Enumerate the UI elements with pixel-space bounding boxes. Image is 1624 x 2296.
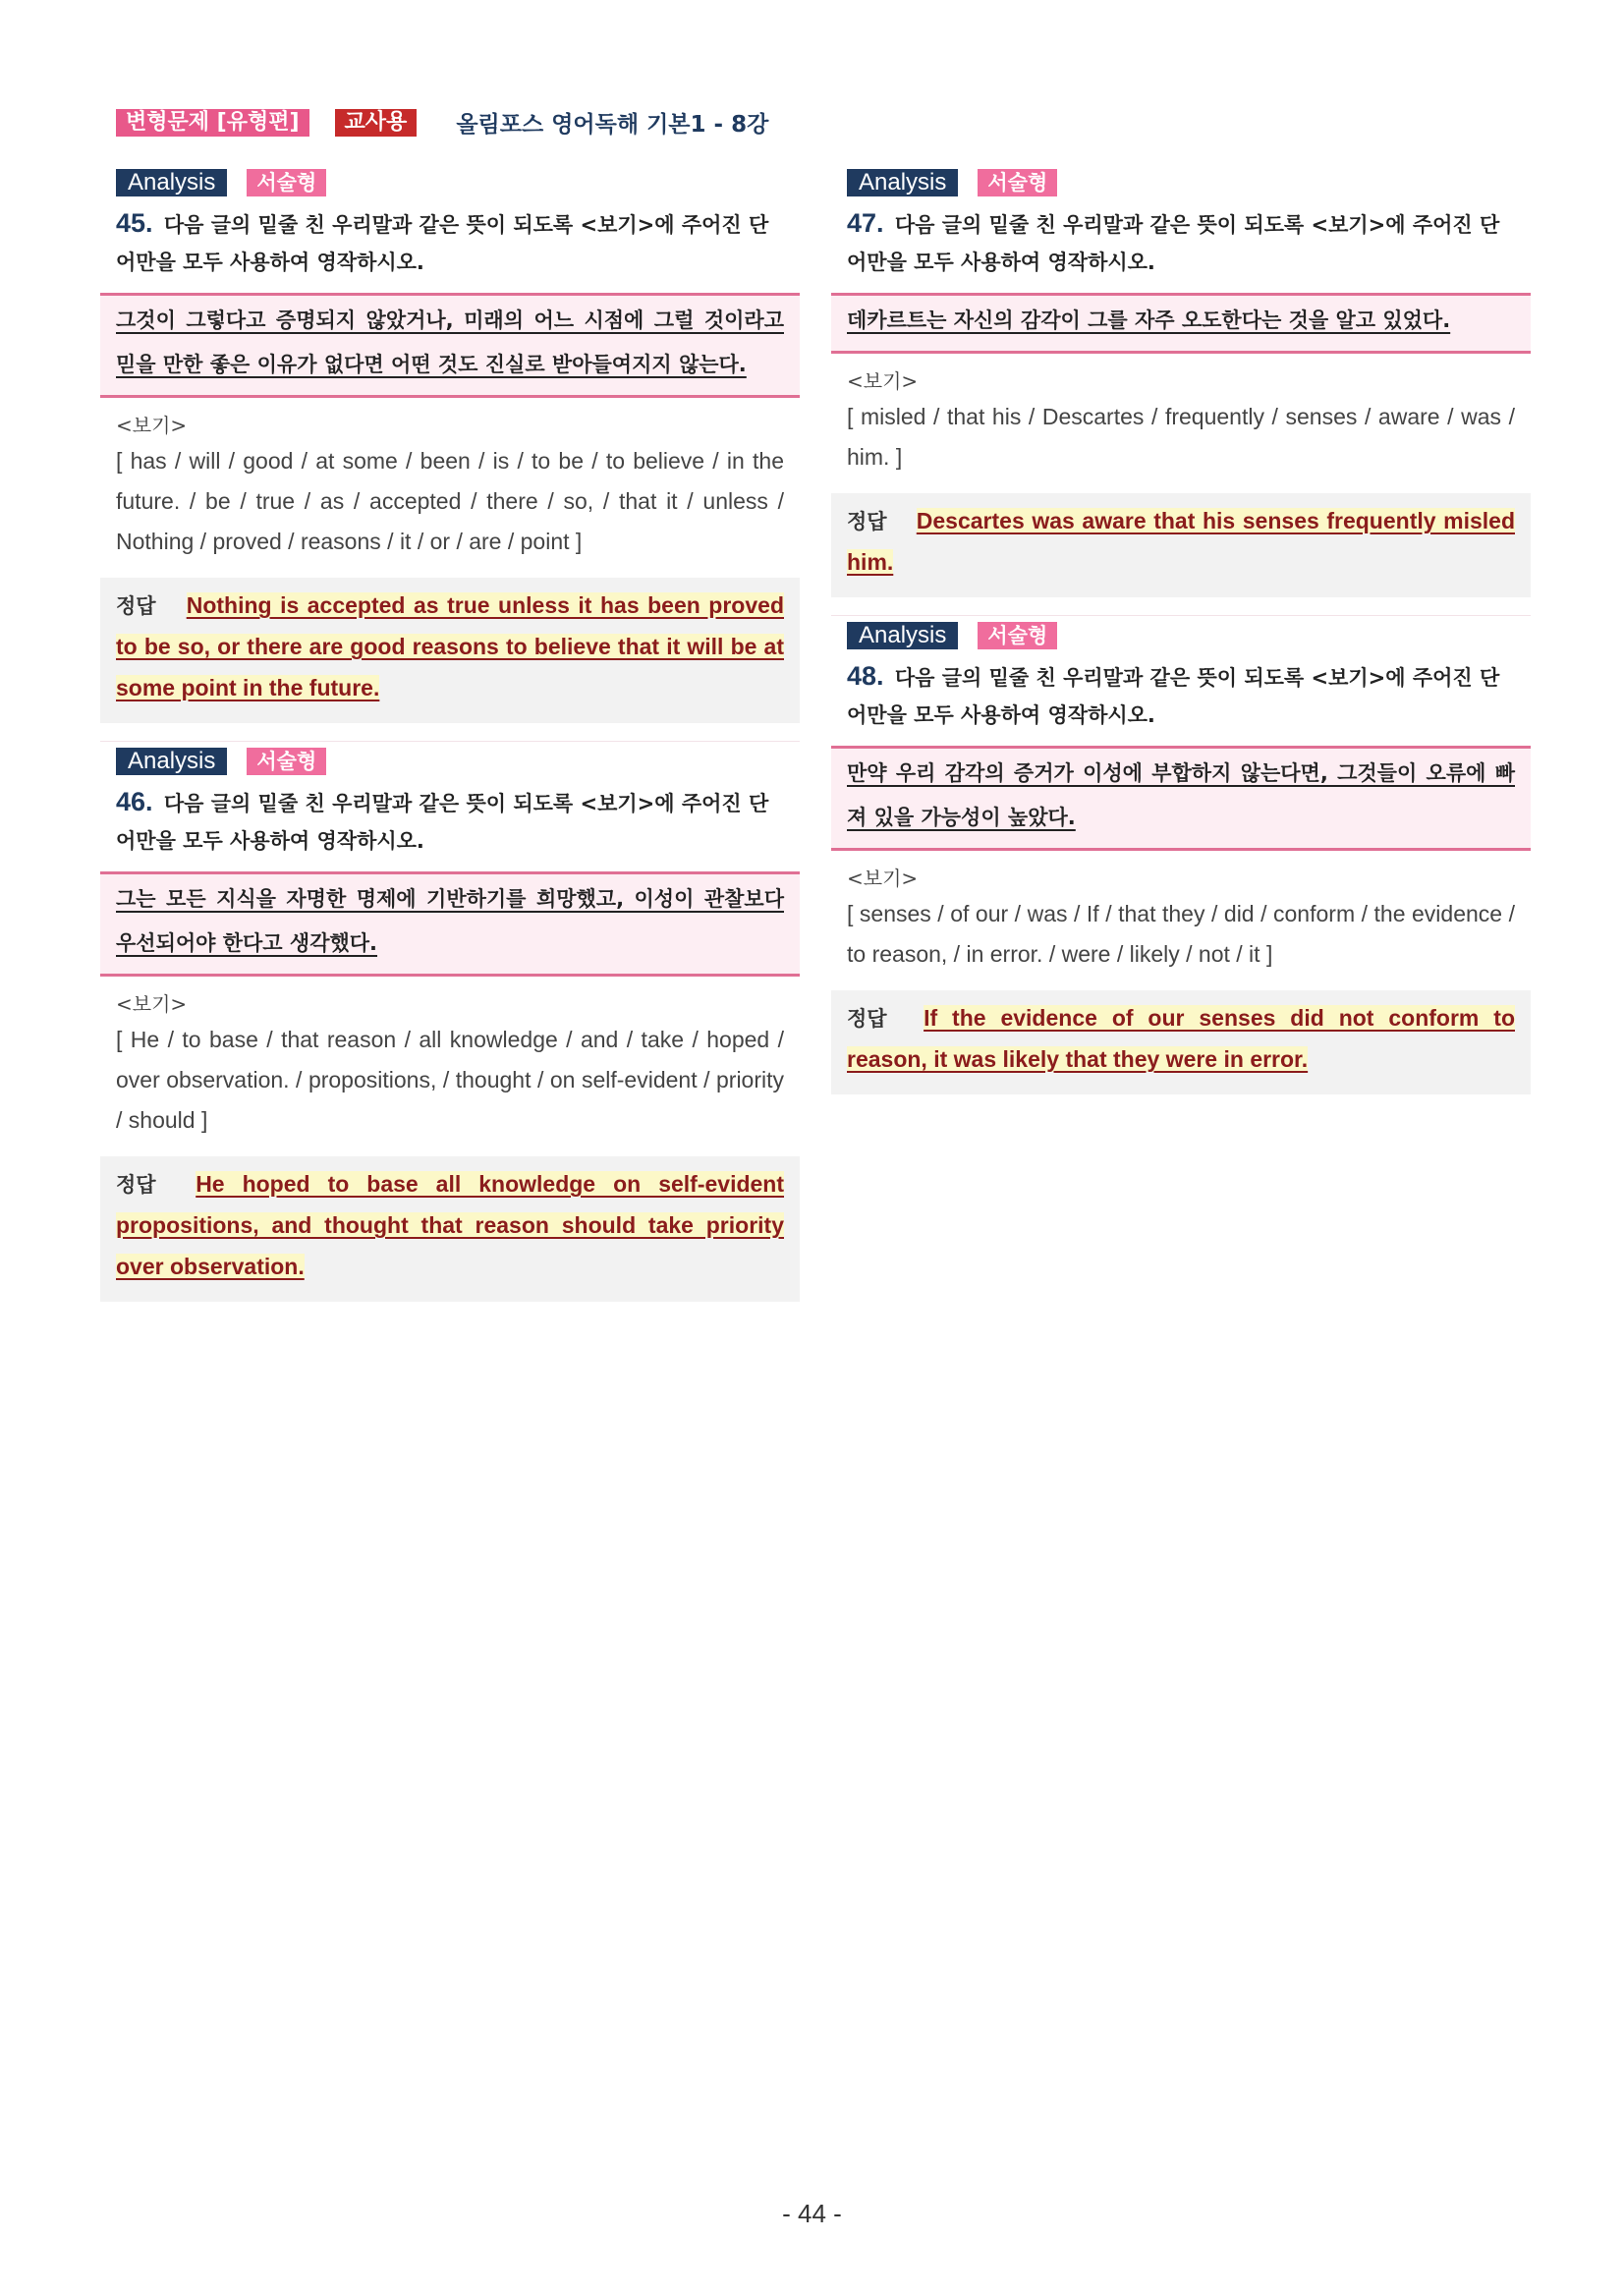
instruction-text: 다음 글의 밑줄 친 우리말과 같은 뜻이 되도록 <보기>에 주어진 단어만을 모두 사용하여 영작하시오. — [847, 213, 1500, 274]
essay-type-tag: 서술형 — [247, 169, 326, 196]
answer-text: He hoped to base all knowledge on self-evident propositions, and thought that reason should take priority over observation. — [116, 1171, 785, 1279]
answer-text: Nothing is accepted as true unless it has been proved to be so, or there are good reasons to believe that it will be at some point in the future. — [116, 592, 784, 700]
word-bank: [ misled / that his / Descartes / frequently / senses / aware / was / him. ] — [847, 404, 1515, 470]
answer-text: If the evidence of our senses did not conform to reason, it was likely that they were in error. — [847, 1005, 1515, 1072]
variant-tag: 변형문제 [유형편] — [116, 109, 309, 137]
korean-sentence-box — [831, 746, 1531, 851]
question-number: 45. — [116, 208, 153, 238]
bogi-label: <보기> — [847, 369, 919, 393]
korean-sentence-box — [100, 293, 800, 398]
answer-label: 정답 — [116, 1173, 156, 1197]
question-instruction — [116, 783, 784, 860]
korean-sentence-box — [100, 871, 800, 977]
analysis-tag: Analysis — [847, 169, 958, 196]
answer-text: Descartes was aware that his senses frequently misled him. — [847, 508, 1515, 575]
teacher-tag: 교사용 — [335, 109, 418, 137]
divider — [100, 741, 800, 742]
word-bank: [ senses / of our / was / If / that they / did / conform / the evidence / to reason, / in error. / were / likely / not / it ] — [847, 901, 1515, 967]
bogi-label: <보기> — [116, 414, 188, 437]
analysis-tag: Analysis — [116, 748, 227, 775]
question-47 — [831, 169, 1531, 597]
answer-box — [100, 578, 800, 723]
word-bank: [ He / to base / that reason / all knowledge / and / take / hoped / over observation. / propositions, / thought / on self-evident / priority / should ] — [116, 1027, 784, 1133]
answer-label: 정답 — [847, 1007, 887, 1031]
bogi-label: <보기> — [847, 867, 919, 890]
question-tags — [116, 748, 800, 775]
answer-box — [831, 990, 1531, 1094]
page-header — [116, 106, 768, 139]
question-45 — [100, 169, 800, 723]
analysis-tag: Analysis — [116, 169, 227, 196]
answer-box — [831, 493, 1531, 597]
right-column — [831, 169, 1531, 1112]
essay-type-tag: 서술형 — [247, 748, 326, 775]
korean-sentence: 그것이 그렇다고 증명되지 않았거나, 미래의 어느 시점에 그럴 것이라고 믿을 만한 좋은 이유가 없다면 어떤 것도 진실로 받아들여지지 않는다. — [116, 308, 784, 376]
question-tags — [116, 169, 800, 196]
essay-type-tag: 서술형 — [978, 622, 1057, 649]
korean-sentence: 데카르트는 자신의 감각이 그를 자주 오도한다는 것을 알고 있었다. — [847, 308, 1451, 332]
question-46 — [100, 748, 800, 1302]
korean-sentence: 그는 모든 지식을 자명한 명제에 기반하기를 희망했고, 이성이 관찰보다 우선되어야 한다고 생각했다. — [116, 887, 784, 955]
question-number: 48. — [847, 661, 884, 691]
instruction-text: 다음 글의 밑줄 친 우리말과 같은 뜻이 되도록 <보기>에 주어진 단어만을 모두 사용하여 영작하시오. — [116, 792, 769, 853]
question-instruction — [847, 657, 1515, 734]
question-instruction — [116, 204, 784, 281]
essay-type-tag: 서술형 — [978, 169, 1057, 196]
question-tags — [847, 169, 1531, 196]
question-instruction — [847, 204, 1515, 281]
word-bank: [ has / will / good / at some / been / is / to be / to believe / in the future. / be / true / as / accepted / there / so, / that it / unless / Nothing / proved / reasons / it / or / are / point ] — [116, 448, 784, 554]
book-title: 올림포스 영어독해 기본1 - 8강 — [456, 112, 769, 138]
question-tags — [847, 622, 1531, 649]
question-number: 47. — [847, 208, 884, 238]
question-48 — [831, 622, 1531, 1094]
page-number: - 44 - — [782, 2199, 842, 2228]
instruction-text: 다음 글의 밑줄 친 우리말과 같은 뜻이 되도록 <보기>에 주어진 단어만을 모두 사용하여 영작하시오. — [116, 213, 769, 274]
analysis-tag: Analysis — [847, 622, 958, 649]
answer-box — [100, 1156, 800, 1302]
answer-label: 정답 — [847, 510, 887, 533]
instruction-text: 다음 글의 밑줄 친 우리말과 같은 뜻이 되도록 <보기>에 주어진 단어만을 모두 사용하여 영작하시오. — [847, 666, 1500, 727]
left-column — [100, 169, 800, 1319]
answer-label: 정답 — [116, 594, 156, 618]
question-number: 46. — [116, 787, 153, 816]
korean-sentence-box — [831, 293, 1531, 354]
korean-sentence: 만약 우리 감각의 증거가 이성에 부합하지 않는다면, 그것들이 오류에 빠져 있을 가능성이 높았다. — [847, 761, 1515, 829]
bogi-label: <보기> — [116, 992, 188, 1016]
divider — [831, 615, 1531, 616]
